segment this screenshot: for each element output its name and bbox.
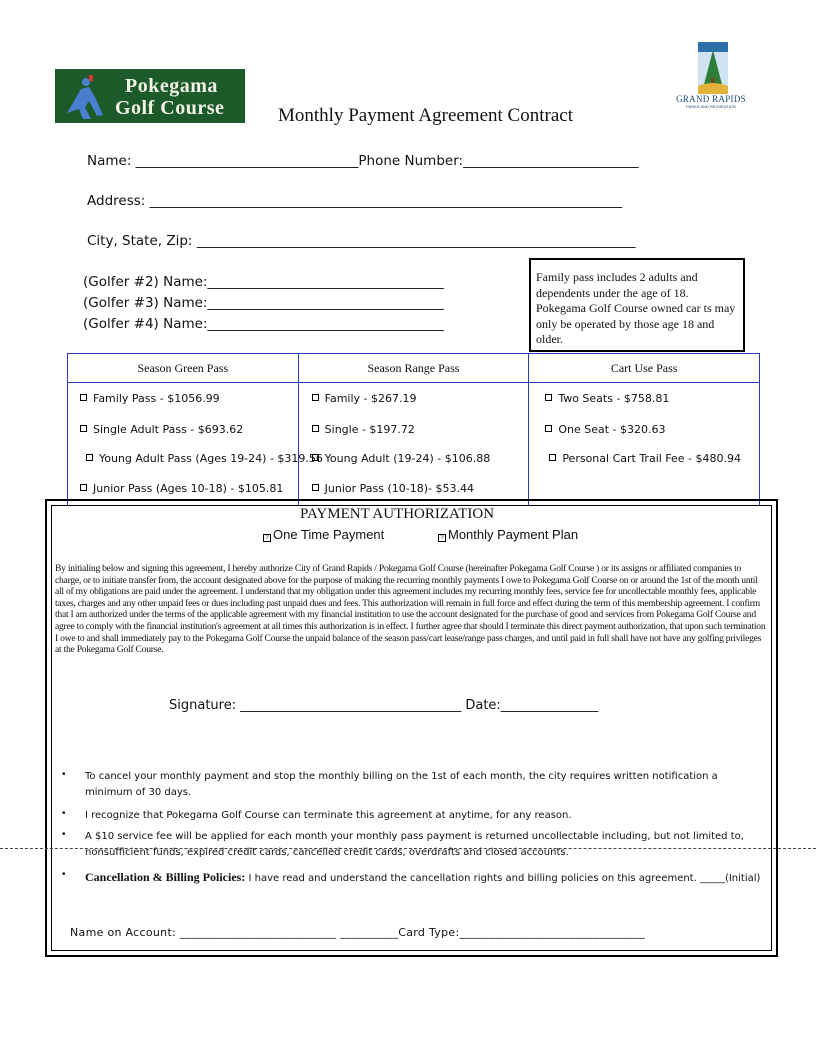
logo-city-sub: PARKS AND RECREATION bbox=[686, 104, 736, 109]
option-green-junior[interactable]: Junior Pass (Ages 10-18) - $105.81 bbox=[80, 482, 283, 495]
golfer4-name-field[interactable]: (Golfer #4) Name:___________________________________ bbox=[83, 316, 444, 332]
bullet-icon: • bbox=[62, 769, 66, 780]
checkbox-icon[interactable] bbox=[549, 454, 556, 461]
option-range-young-adult[interactable]: Young Adult (19-24) - $106.88 bbox=[312, 452, 491, 465]
checkbox-icon[interactable] bbox=[80, 394, 87, 401]
golfer-icon bbox=[59, 73, 115, 121]
option-cart-one-seat[interactable]: One Seat - $320.63 bbox=[545, 423, 665, 436]
policy-bold-label: Cancellation & Billing Policies: bbox=[85, 870, 246, 884]
checkbox-icon[interactable] bbox=[312, 394, 319, 401]
logo-city-name: GRAND RAPIDS bbox=[676, 94, 746, 104]
header-season-green-pass: Season Green Pass bbox=[68, 354, 299, 383]
policy-bullet-cancel: To cancel your monthly payment and stop the monthly billing on the 1st of each month, the city requires written notification a minimum of 30 days. bbox=[85, 771, 718, 798]
green-pass-column bbox=[68, 383, 323, 506]
address-field[interactable]: Address: ______________________________________________________________________ bbox=[87, 193, 623, 209]
option-one-time-payment[interactable]: ? One Time Payment bbox=[263, 527, 384, 542]
name-phone-field[interactable]: Name: _________________________________Phone Number:__________________________ bbox=[87, 153, 639, 169]
checkbox-icon[interactable]: ? bbox=[438, 534, 446, 542]
option-monthly-payment-plan[interactable]: ? Monthly Payment Plan bbox=[438, 527, 578, 542]
option-range-family[interactable]: Family - $267.19 bbox=[312, 392, 417, 405]
authorization-title: PAYMENT AUTHORIZATION bbox=[300, 506, 495, 522]
checkbox-icon[interactable]: ? bbox=[263, 534, 271, 542]
signature-date-field[interactable]: Signature: __________________________________ Date:_______________ bbox=[169, 698, 599, 713]
option-cart-trail-fee[interactable]: Personal Cart Trail Fee - $480.94 bbox=[549, 452, 741, 465]
bullet-icon: • bbox=[62, 808, 66, 819]
checkbox-icon[interactable] bbox=[312, 484, 319, 491]
family-pass-note: Family pass includes 2 adults and dependents under the age of 18. Pokegama Golf Course owned car ts may only be operated by those age 18 and older. bbox=[529, 258, 745, 352]
option-green-single-adult[interactable]: Single Adult Pass - $693.62 bbox=[80, 423, 243, 436]
option-range-junior[interactable]: Junior Pass (10-18)- $53.44 bbox=[312, 482, 474, 495]
cart-pass-column bbox=[529, 383, 760, 506]
policy-bullet-terminate: I recognize that Pokegama Golf Course can terminate this agreement at anytime, for any reason. bbox=[85, 810, 572, 821]
account-card-type-field[interactable]: Name on Account: ___________________________ __________Card Type:________________________________ bbox=[70, 926, 646, 939]
checkbox-icon[interactable] bbox=[545, 425, 552, 432]
header-cart-use-pass: Cart Use Pass bbox=[529, 354, 760, 383]
checkbox-icon[interactable] bbox=[312, 454, 319, 461]
logo-title-line1: Pokegama bbox=[125, 75, 218, 97]
option-cart-two-seats[interactable]: Two Seats - $758.81 bbox=[545, 392, 669, 405]
logo-title-line2: Golf Course bbox=[115, 97, 225, 119]
city-state-zip-field[interactable]: City, State, Zip: _________________________________________________________________ bbox=[87, 233, 636, 249]
checkbox-icon[interactable] bbox=[545, 394, 552, 401]
header-season-range-pass: Season Range Pass bbox=[298, 354, 529, 383]
golfer2-name-field[interactable]: (Golfer #2) Name:___________________________________ bbox=[83, 274, 444, 290]
grand-rapids-logo bbox=[670, 42, 752, 120]
option-range-single[interactable]: Single - $197.72 bbox=[312, 423, 415, 436]
golfer3-name-field[interactable]: (Golfer #3) Name:___________________________________ bbox=[83, 295, 444, 311]
pokegama-logo bbox=[55, 69, 245, 123]
policy-initial-text: I have read and understand the cancellation rights and billing policies on this agreement. _____(Initial) bbox=[245, 873, 761, 884]
authorization-paragraph: By initialing below and signing this agreement, I hereby authorize City of Grand Rapids / Pokegama Golf Course (hereinafter Pokegama Golf Course ) or its assigns or affiliated companies to charge, or to initiate transfer from, the account designated above for the purpose of making the recurring monthly payments I owe to Pokegama Golf Course on or around the 1st of the month until all of my obligations are paid under the agreement. I understand that my obligation under this agreement includes my recurring monthly fees, service fee for uncollectable monthly fees, applicable taxes, charges and any other unpaid fees or dues including past unpaid dues and fees. This authorization will remain in full force and effect during the term of this membership agreement. I confirm that I am authorized under the terms of the applicable agreement with my financial institution to use the account designated for the purchase of good and services from Pokegama Golf Course and agree to comply with the financial institution's agreement at all times this authorization is in effect. I further agree that should I terminate this direct payment authorization, that upon such termination I owe to and shall immediately pay to the Pokegama Golf Course the unpaid balance of the season pass/cart lease/range pass charges, and until paid in full shall have not have any golfing privileges at the Pokegama Golf Course. bbox=[55, 563, 766, 656]
checkbox-icon[interactable] bbox=[312, 425, 319, 432]
checkbox-icon[interactable] bbox=[80, 484, 87, 491]
tree-emblem-icon bbox=[698, 42, 728, 94]
bullet-icon: • bbox=[62, 829, 66, 840]
checkbox-icon[interactable] bbox=[80, 425, 87, 432]
checkbox-icon[interactable] bbox=[86, 454, 93, 461]
bullet-icon: • bbox=[62, 869, 66, 880]
option-green-young-adult[interactable]: Young Adult Pass (Ages 19-24) - $319.56 bbox=[86, 452, 323, 465]
policy-bullet-service-fee: A $10 service fee will be applied for each month your monthly pass payment is returned uncollectable including, but not limited to, nonsufficient funds, expired credit cards, cancelled credit cards, overdrafts and closed accounts. bbox=[85, 831, 744, 858]
cut-line-divider bbox=[0, 848, 816, 849]
pass-options-table bbox=[67, 353, 760, 506]
option-green-family[interactable]: Family Pass - $1056.99 bbox=[80, 392, 220, 405]
page-title: Monthly Payment Agreement Contract bbox=[278, 105, 573, 126]
policy-initial-line[interactable] bbox=[85, 869, 765, 887]
range-pass-column bbox=[298, 383, 529, 506]
